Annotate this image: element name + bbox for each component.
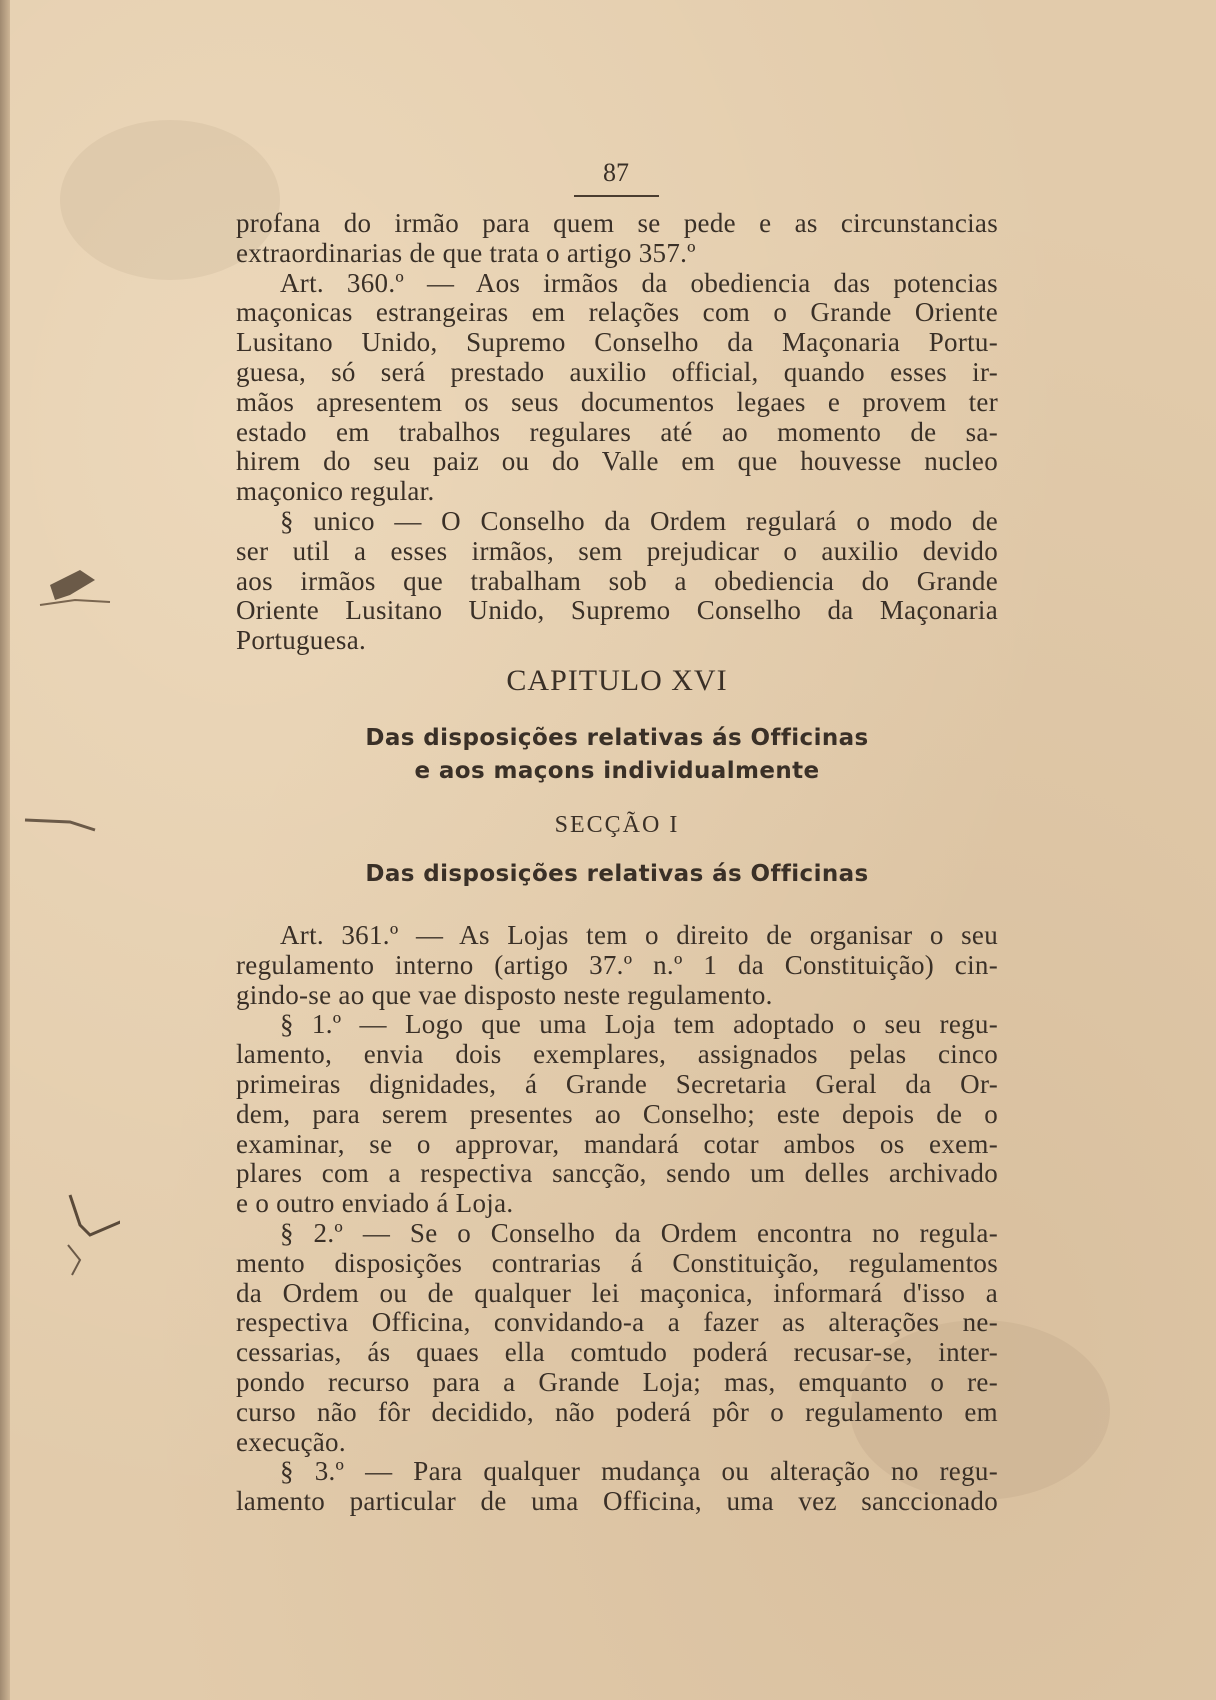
page-left-edge — [0, 0, 10, 1700]
text-line: Art. 360.º — Aos irmãos da obediencia das potencias — [280, 267, 998, 298]
text-line: examinar, se o approvar, mandará cotar ambos os exem- — [236, 1128, 998, 1159]
chapter-title: Das disposições relativas ás Officinas — [365, 724, 869, 751]
text-line: § unico — O Conselho da Ordem regulará o modo de — [280, 505, 998, 536]
text-line: lamento, envia dois exemplares, assignados pelas cinco — [236, 1039, 998, 1070]
text-line: lamento particular de uma Officina, uma vez sanccionado — [236, 1486, 998, 1517]
tear-mark — [0, 800, 120, 850]
text-line: plares com a respectiva sancção, sendo um delles archivado — [236, 1158, 998, 1189]
page-number-rule — [574, 195, 659, 197]
text-line: da Ordem ou de qualquer lei maçonica, informará d'isso a — [236, 1277, 998, 1308]
text-line: hirem do seu paiz ou do Valle em que houvesse nucleo — [236, 446, 998, 477]
tear-mark — [0, 1185, 120, 1280]
page-text — [236, 209, 998, 1517]
text-line: primeiras dignidades, á Grande Secretaria Geral da Or- — [236, 1068, 998, 1099]
text-line: Portuguesa. — [236, 625, 367, 656]
text-line: mento disposições contrarias á Constituição, regulamentos — [236, 1247, 998, 1278]
text-line: ser util a esses irmãos, sem prejudicar o auxilio devido — [236, 535, 998, 566]
tear-mark — [0, 540, 120, 630]
text-line: e o outro enviado á Loja. — [236, 1188, 514, 1219]
text-line: Oriente Lusitano Unido, Supremo Conselho da Maçonaria — [236, 595, 998, 626]
text-line: § 1.º — Logo que uma Loja tem adoptado o seu regu- — [280, 1009, 998, 1040]
page-number: 87 — [603, 158, 629, 187]
chapter-heading: CAPITULO XVI — [506, 663, 728, 697]
text-line: regulamento interno (artigo 37.º n.º 1 da Constituição) cin- — [236, 949, 998, 980]
section-title: Das disposições relativas ás Officinas — [365, 860, 869, 887]
text-line: guesa, só será prestado auxilio official, quando esses ir- — [236, 356, 998, 387]
text-line: extraordinarias de que trata o artigo 357.º — [236, 237, 696, 268]
text-line: maçonicas estrangeiras em relações com o Grande Oriente — [236, 297, 998, 328]
text-line: aos irmãos que trabalham sob a obediencia do Grande — [236, 565, 998, 596]
text-line: curso não fôr decidido, não poderá pôr o regulamento em — [236, 1396, 998, 1427]
chapter-title: e aos maçons individualmente — [414, 757, 820, 784]
text-line: maçonico regular. — [236, 476, 435, 507]
text-line: pondo recurso para a Grande Loja; mas, emquanto o re- — [236, 1366, 998, 1397]
section-heading: SECÇÃO I — [554, 811, 680, 838]
text-line: estado em trabalhos regulares até ao momento de sa- — [236, 416, 998, 447]
text-line: § 2.º — Se o Conselho da Ordem encontra no regula- — [280, 1217, 998, 1248]
text-line: cessarias, ás quaes ella comtudo poderá recusar-se, inter- — [236, 1337, 998, 1368]
text-line: respectiva Officina, convidando-a a fazer as alterações ne- — [236, 1307, 998, 1338]
text-line: gindo-se ao que vae disposto neste regulamento. — [236, 979, 773, 1010]
text-line: profana do irmão para quem se pede e as circunstancias — [236, 208, 998, 238]
text-line: mãos apresentem os seus documentos legaes e provem ter — [236, 386, 998, 417]
text-line: dem, para serem presentes ao Conselho; este depois de o — [236, 1098, 998, 1129]
text-line: Art. 361.º — As Lojas tem o direito de organisar o seu — [280, 919, 998, 950]
text-line: Lusitano Unido, Supremo Conselho da Maçonaria Portu- — [236, 327, 998, 358]
text-line: § 3.º — Para qualquer mudança ou alteração no regu- — [280, 1456, 998, 1487]
text-line: execução. — [236, 1426, 346, 1457]
